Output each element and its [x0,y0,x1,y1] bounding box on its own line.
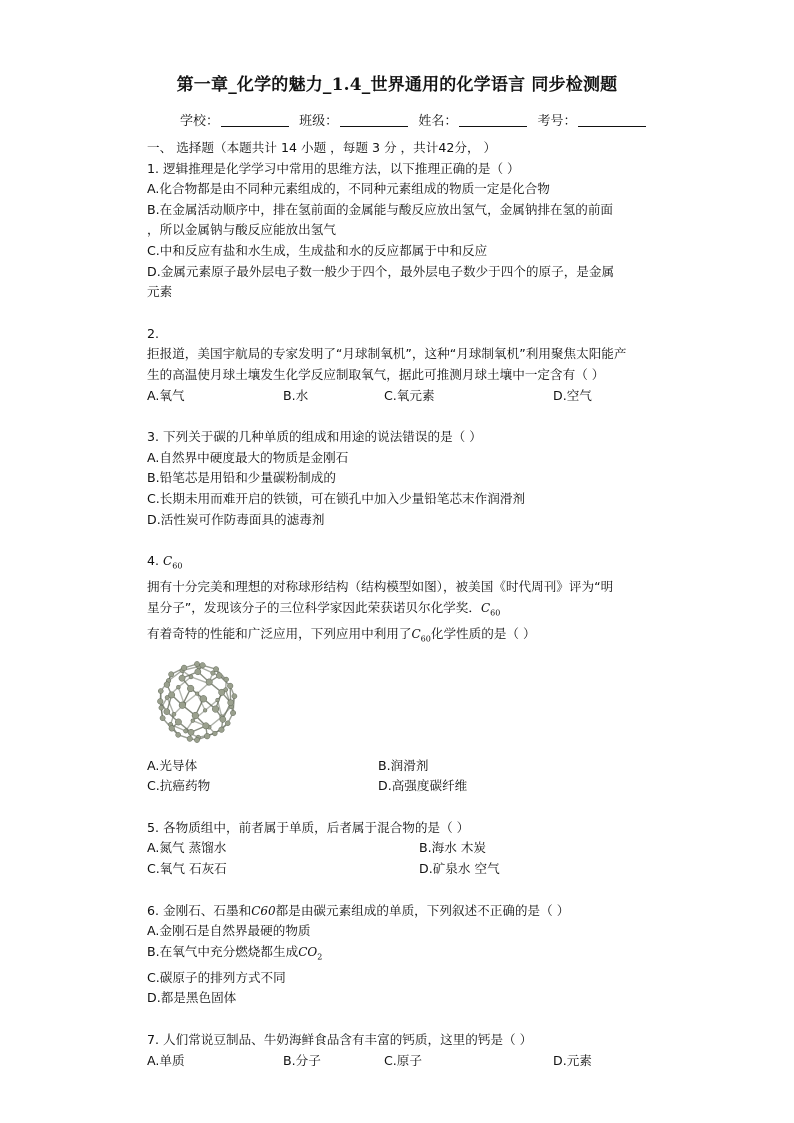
molecule-atom [179,675,185,681]
exam-number-blank[interactable] [578,114,646,127]
question-stem-continued: 星分子”，发现该分子的三位科学家因此荣获诺贝尔化学奖．$C_{60}$ [147,599,501,618]
class-label: 班级： [299,114,339,129]
option-c: C.抗癌药物 [147,778,211,794]
molecule-atom [157,698,163,704]
molecule-atom [212,705,219,712]
molecule-bond [197,683,208,693]
school-blank[interactable] [221,114,289,127]
molecule-atom [164,708,170,714]
options-row [147,776,677,797]
option-a: A.光导体 [147,757,198,773]
options-row [147,838,677,859]
molecule-atom [172,712,176,716]
question-stem: 6. 金刚石、石墨和C60都是由碳元素组成的单质，下列叙述不正确的是（ ） [147,902,570,918]
option-c: C.中和反应有盐和水生成，生成盐和水的反应都属于中和反应 [147,242,488,258]
molecule-atom [179,702,186,709]
molecule-atom [189,675,193,679]
option-d-continued: 元素 [147,284,173,300]
school-label: 学校： [180,114,220,129]
question-stem: 7. 人们常说豆制品、牛奶海鲜食品含有丰富的钙质，这里的钙是（ ） [147,1031,533,1047]
question-number: 2. [147,325,160,341]
molecule-atom [203,722,209,728]
options-row [147,386,677,407]
question-3 [147,427,677,530]
molecule-atom [203,708,207,712]
exam-number-label: 考号： [537,114,577,129]
molecule-atom [204,733,210,739]
question-number: 4. [147,553,160,569]
molecule-atom [228,699,234,705]
molecule-atom [192,712,199,719]
question-stem: 拒报道，美国宇航局的专家发明了“月球制氧机”，这种“月球制氧机”利用聚焦太阳能产 [147,346,627,362]
molecule-atom [213,666,218,671]
question-6 [147,901,677,1009]
name-blank[interactable] [459,114,527,127]
option-b: B.海水 木炭 [419,840,487,856]
question-header [147,551,677,577]
molecule-atom [194,737,199,742]
question-stem: 3. 下列关于碳的几种单质的组成和用途的说法错误的是（ ） [147,429,482,445]
molecule-atom [195,668,201,674]
molecule-atom [212,731,217,736]
c60-molecule-image [151,660,243,744]
molecule-atom [219,689,225,695]
class-blank[interactable] [340,114,408,127]
molecule-atom [224,677,229,682]
options-row [147,1051,677,1072]
option-d: D.都是黑色固体 [147,990,237,1006]
option-c: C.氧元素 [384,387,435,403]
section-heading: 一、 选择题（本题共计 14 小题 ，每题 3 分 ，共计42分， ） [147,140,497,155]
molecule-atom [176,685,180,689]
molecule-atom [168,691,174,697]
option-d: D.空气 [553,387,592,403]
c60-formula: $C_{60}$ [163,554,183,571]
option-c: C.原子 [384,1052,422,1068]
question-stem: 5. 各物质组中，前者属于单质，后者属于混合物的是（ ） [147,819,470,835]
name-label: 姓名： [418,114,458,129]
question-stem: 1. 逻辑推理是化学学习中常用的思维方法，以下推理正确的是（ ） [147,160,520,176]
option-b: B.分子 [283,1052,321,1068]
co2-formula: $CO_2$ [298,944,323,962]
molecule-atom [216,698,220,702]
molecule-atom [187,685,194,692]
options-row [147,859,677,880]
molecule-atom [175,718,181,724]
option-b: B.润滑剂 [378,757,429,773]
molecule-atom [232,693,237,698]
molecule-atom [181,665,187,671]
option-a: A.化合物都是由不同种元素组成的，不同种元素组成的物质一定是化合物 [147,181,550,197]
molecule-atom [188,729,194,735]
c60-formula: C60 [251,903,276,918]
molecule-atom [227,683,233,689]
molecule-atom [219,727,225,733]
question-stem-continued: 有着奇特的性能和广泛应用，下列应用中利用了$C_{60}$化学性质的是（ ） [147,625,536,644]
option-c: C.氧气 石灰石 [147,861,227,877]
option-d: D.高强度碳纤维 [378,778,468,794]
molecule-atom [187,736,192,741]
molecule-atom [191,718,195,722]
option-b: B.水 [283,387,309,403]
option-a: A.单质 [147,1052,185,1068]
question-5 [147,818,677,880]
options-row [147,756,677,777]
option-c: C.碳原子的排列方式不同 [147,969,286,985]
molecule-atom [158,688,163,693]
question-stem-continued: 生的高温使月球土壤发生化学反应制取氧气，据此可推测月球土壤中一定含有（ ） [147,366,605,382]
molecule-atom [216,672,222,678]
molecule-atom [164,681,170,687]
option-a: A.自然界中硬度最大的物质是金刚石 [147,449,349,465]
option-b: B.在金属活动顺序中，排在氢前面的金属能与酸反应放出氢气，金属钠排在氢的前面 [147,201,614,217]
student-info-row [180,110,652,129]
question-stem: 拥有十分完美和理想的对称球形结构（结构模型如图），被美国《时代周刊》评为“明 [147,579,614,595]
molecule-atom [230,710,235,715]
option-a: A.氧气 [147,387,185,403]
c60-formula: $C_{60}$ [411,626,431,644]
molecule-atom [169,725,175,731]
option-d: D.元素 [553,1052,592,1068]
option-b: B.在氧气中充分燃烧都生成$CO_2$ [147,943,323,962]
question-4 [147,551,677,797]
question-1 [147,159,677,303]
question-list [147,138,677,1071]
option-c: C.长期未用而难开启的铁锁，可在锁孔中加入少量铅笔芯末作润滑剂 [147,490,526,506]
molecule-atom [176,732,181,737]
option-d: D.金属元素原子最外层电子数一般少于四个，最外层电子数少于四个的原子，是金属 [147,263,615,279]
molecule-atom [200,662,206,668]
question-2 [147,324,677,406]
option-d: D.矿泉水 空气 [419,861,500,877]
molecule-atom [194,661,199,666]
option-a: A.氮气 蒸馏水 [147,840,227,856]
option-b-continued: ，所以金属钠与酸反应能放出氢气 [147,222,336,238]
molecule-atom [225,720,230,725]
molecule-atom [220,716,226,722]
c60-formula: $C_{60}$ [480,600,501,618]
molecule-atom [159,705,164,710]
option-a: A.金刚石是自然界最硬的物质 [147,923,311,939]
molecule-atom [184,728,188,732]
molecule-atom [200,695,207,702]
question-7 [147,1030,677,1071]
molecule-atom [206,678,212,684]
molecule-atom [195,691,199,695]
option-b: B.铅笔芯是用铅和少量碳粉制成的 [147,470,336,486]
option-d: D.活性炭可作防毒面具的滤毒剂 [147,511,325,527]
molecule-atom [169,671,174,676]
page-title: 第一章_化学的魅力_1.4_世界通用的化学语言 同步检测题 [176,75,618,95]
molecule-atom [160,715,165,720]
